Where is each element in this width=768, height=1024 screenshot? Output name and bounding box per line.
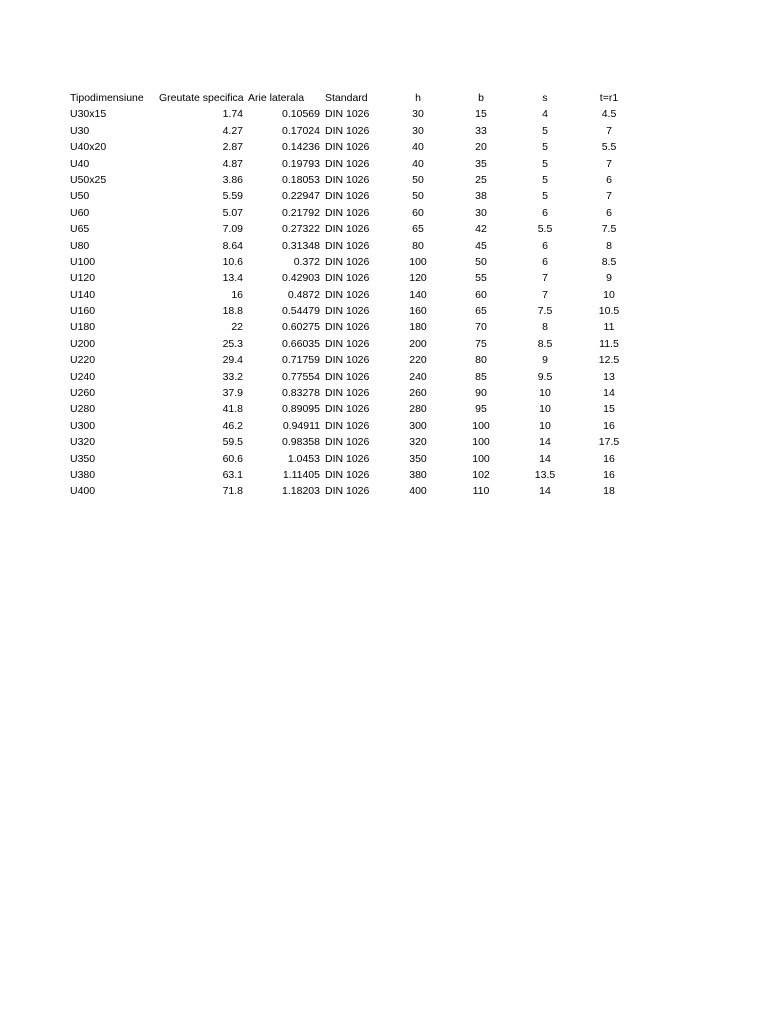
header-arie-laterala: Arie laterala [248,92,305,104]
cell-t-r1: 13 [603,370,615,383]
cell-b: 35 [475,157,487,170]
cell-h: 320 [409,436,427,449]
cell-arie-laterala: 0.372 [293,255,320,268]
cell-s: 14 [539,436,551,449]
cell-arie-laterala: 0.94911 [282,419,320,432]
cell-tipodimensiune: U65 [70,223,90,236]
cell-arie-laterala: 0.18053 [282,173,320,186]
cell-t-r1: 7 [606,157,612,170]
cell-t-r1: 4.5 [601,108,617,121]
cell-t-r1: 18 [603,485,615,498]
cell-arie-laterala: 0.98358 [282,436,320,449]
cell-h: 30 [412,108,424,121]
cell-tipodimensiune: U300 [70,419,96,432]
cell-s: 4 [542,108,548,121]
cell-b: 55 [475,272,487,285]
cell-s: 5 [542,173,548,186]
cell-b: 95 [475,403,487,416]
cell-s: 5 [542,190,548,203]
header-t-r1: t=r1 [599,92,619,104]
cell-t-r1: 17.5 [598,436,620,449]
cell-s: 6 [542,255,548,268]
header-h: h [415,92,421,104]
cell-arie-laterala: 0.17024 [282,124,320,137]
cell-tipodimensiune: U30x15 [70,108,107,121]
cell-tipodimensiune: U30 [70,124,90,137]
cell-t-r1: 10 [603,288,615,301]
cell-s: 5 [542,157,548,170]
cell-standard: DIN 1026 [325,419,370,432]
cell-standard: DIN 1026 [325,255,370,268]
cell-b: 20 [475,141,487,154]
cell-h: 180 [409,321,427,334]
cell-standard: DIN 1026 [325,468,370,481]
cell-greutate-specifica: 7.09 [222,223,243,236]
cell-standard: DIN 1026 [325,141,370,154]
cell-s: 8.5 [537,337,553,350]
cell-standard: DIN 1026 [325,436,370,449]
cell-tipodimensiune: U50 [70,190,90,203]
cell-s: 8 [542,321,548,334]
cell-h: 100 [409,255,427,268]
cell-h: 200 [409,337,427,350]
cell-tipodimensiune: U40x20 [70,141,107,154]
cell-greutate-specifica: 8.64 [222,239,243,252]
cell-arie-laterala: 0.66035 [282,337,320,350]
cell-tipodimensiune: U180 [70,321,96,334]
cell-greutate-specifica: 18.8 [222,305,243,318]
cell-t-r1: 8 [606,239,612,252]
cell-arie-laterala: 0.22947 [282,190,320,203]
cell-b: 80 [475,354,487,367]
cell-h: 160 [409,305,427,318]
cell-greutate-specifica: 41.8 [222,403,243,416]
cell-tipodimensiune: U40 [70,157,90,170]
cell-h: 380 [409,468,427,481]
cell-b: 30 [475,206,487,219]
cell-tipodimensiune: U260 [70,387,96,400]
cell-s: 14 [539,485,551,498]
cell-s: 7.5 [537,305,553,318]
cell-tipodimensiune: U400 [70,485,96,498]
cell-t-r1: 7 [606,190,612,203]
cell-standard: DIN 1026 [325,157,370,170]
cell-h: 40 [412,157,424,170]
cell-t-r1: 9 [606,272,612,285]
cell-standard: DIN 1026 [325,206,370,219]
cell-t-r1: 7.5 [601,223,617,236]
cell-tipodimensiune: U60 [70,206,90,219]
cell-s: 10 [539,387,551,400]
cell-tipodimensiune: U240 [70,370,96,383]
cell-arie-laterala: 0.71759 [282,354,320,367]
cell-tipodimensiune: U380 [70,468,96,481]
cell-standard: DIN 1026 [325,387,370,400]
cell-h: 80 [412,239,424,252]
cell-tipodimensiune: U140 [70,288,96,301]
cell-greutate-specifica: 59.5 [222,436,243,449]
cell-s: 7 [542,288,548,301]
cell-arie-laterala: 0.14236 [282,141,320,154]
cell-greutate-specifica: 37.9 [222,387,243,400]
cell-standard: DIN 1026 [325,452,370,465]
cell-h: 65 [412,223,424,236]
cell-b: 38 [475,190,487,203]
cell-s: 5 [542,141,548,154]
cell-s: 10 [539,419,551,432]
cell-greutate-specifica: 4.27 [222,124,243,137]
cell-arie-laterala: 0.4872 [287,288,320,301]
cell-standard: DIN 1026 [325,403,370,416]
cell-b: 100 [472,419,490,432]
cell-arie-laterala: 0.77554 [282,370,320,383]
cell-s: 7 [542,272,548,285]
cell-tipodimensiune: U160 [70,305,96,318]
cell-t-r1: 6 [606,206,612,219]
cell-b: 75 [475,337,487,350]
cell-t-r1: 11.5 [599,337,619,350]
cell-arie-laterala: 0.10569 [282,108,320,121]
cell-t-r1: 11 [603,321,615,334]
header-greutate-specifica: Greutate specifica [159,92,244,104]
cell-arie-laterala: 0.19793 [282,157,320,170]
cell-h: 40 [412,141,424,154]
cell-b: 90 [475,387,487,400]
cell-h: 50 [412,173,424,186]
cell-b: 102 [472,468,490,481]
cell-greutate-specifica: 13.4 [222,272,243,285]
cell-h: 240 [409,370,427,383]
cell-standard: DIN 1026 [325,223,370,236]
cell-arie-laterala: 0.31348 [282,239,320,252]
cell-b: 100 [472,452,490,465]
header-tipodimensiune: Tipodimensiune [70,92,144,104]
cell-b: 85 [475,370,487,383]
cell-b: 42 [475,223,487,236]
cell-greutate-specifica: 2.87 [222,141,243,154]
cell-t-r1: 14 [603,387,615,400]
cell-standard: DIN 1026 [325,108,370,121]
cell-t-r1: 16 [603,419,615,432]
cell-h: 300 [409,419,427,432]
cell-greutate-specifica: 1.74 [222,108,243,121]
cell-t-r1: 16 [603,452,615,465]
cell-h: 120 [409,272,427,285]
cell-s: 14 [539,452,551,465]
cell-standard: DIN 1026 [325,370,370,383]
cell-b: 70 [475,321,487,334]
cell-s: 9.5 [537,370,553,383]
cell-greutate-specifica: 10.6 [222,255,243,268]
cell-tipodimensiune: U220 [70,354,96,367]
cell-s: 6 [542,239,548,252]
cell-greutate-specifica: 4.87 [222,157,243,170]
cell-standard: DIN 1026 [325,288,370,301]
cell-arie-laterala: 1.0453 [287,452,320,465]
cell-standard: DIN 1026 [325,272,370,285]
cell-t-r1: 15 [603,403,615,416]
cell-b: 110 [472,485,490,498]
cell-t-r1: 16 [603,468,615,481]
cell-b: 50 [475,255,487,268]
cell-b: 65 [475,305,487,318]
cell-b: 45 [475,239,487,252]
header-standard: Standard [325,92,368,104]
cell-standard: DIN 1026 [325,305,370,318]
cell-b: 25 [475,173,487,186]
cell-t-r1: 7 [606,124,612,137]
cell-tipodimensiune: U100 [70,255,96,268]
cell-standard: DIN 1026 [325,124,370,137]
cell-greutate-specifica: 25.3 [222,337,243,350]
cell-h: 30 [412,124,424,137]
cell-tipodimensiune: U320 [70,436,96,449]
cell-greutate-specifica: 22 [231,321,243,334]
cell-greutate-specifica: 3.86 [222,173,243,186]
cell-b: 33 [475,124,487,137]
cell-tipodimensiune: U80 [70,239,90,252]
header-b: b [478,92,484,104]
cell-s: 5 [542,124,548,137]
cell-s: 5.5 [537,223,553,236]
cell-greutate-specifica: 60.6 [222,452,243,465]
cell-s: 10 [539,403,551,416]
cell-s: 9 [542,354,548,367]
cell-h: 220 [409,354,427,367]
cell-t-r1: 12.5 [598,354,620,367]
cell-h: 350 [409,452,427,465]
cell-tipodimensiune: U200 [70,337,96,350]
cell-s: 6 [542,206,548,219]
cell-b: 100 [472,436,490,449]
cell-arie-laterala: 0.27322 [282,223,320,236]
cell-t-r1: 10.5 [598,305,620,318]
cell-tipodimensiune: U50x25 [70,173,107,186]
cell-greutate-specifica: 29.4 [222,354,243,367]
cell-arie-laterala: 1.11405 [282,468,320,481]
cell-greutate-specifica: 16 [231,288,243,301]
cell-tipodimensiune: U120 [70,272,96,285]
cell-greutate-specifica: 46.2 [222,419,243,432]
cell-b: 60 [475,288,487,301]
cell-t-r1: 5.5 [601,141,617,154]
cell-arie-laterala: 0.60275 [282,321,320,334]
cell-b: 15 [475,108,487,121]
cell-h: 400 [409,485,427,498]
cell-h: 280 [409,403,427,416]
cell-standard: DIN 1026 [325,239,370,252]
cell-arie-laterala: 0.42903 [282,272,320,285]
cell-greutate-specifica: 5.59 [222,190,243,203]
cell-arie-laterala: 1.18203 [282,485,320,498]
cell-h: 140 [409,288,427,301]
cell-standard: DIN 1026 [325,485,370,498]
cell-t-r1: 6 [606,173,612,186]
cell-arie-laterala: 0.83278 [282,387,320,400]
cell-tipodimensiune: U280 [70,403,96,416]
cell-standard: DIN 1026 [325,354,370,367]
cell-greutate-specifica: 5.07 [222,206,243,219]
cell-arie-laterala: 0.21792 [282,206,320,219]
cell-h: 260 [409,387,427,400]
cell-standard: DIN 1026 [325,190,370,203]
cell-greutate-specifica: 71.8 [222,485,243,498]
cell-standard: DIN 1026 [325,337,370,350]
cell-greutate-specifica: 33.2 [222,370,243,383]
cell-arie-laterala: 0.89095 [282,403,320,416]
cell-arie-laterala: 0.54479 [282,305,320,318]
cell-h: 60 [412,206,424,219]
cell-standard: DIN 1026 [325,173,370,186]
cell-t-r1: 8.5 [601,255,617,268]
cell-tipodimensiune: U350 [70,452,96,465]
cell-standard: DIN 1026 [325,321,370,334]
cell-h: 50 [412,190,424,203]
cell-greutate-specifica: 63.1 [222,468,243,481]
cell-s: 13.5 [534,468,556,481]
header-s: s [542,92,548,104]
